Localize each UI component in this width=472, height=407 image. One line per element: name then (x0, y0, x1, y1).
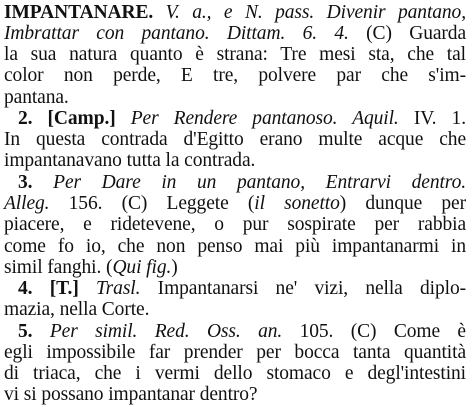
sense-label: Trasl. (78, 278, 141, 299)
gloss-text: Qui fig. (112, 257, 172, 278)
citation-text: (C) Guarda (348, 23, 467, 44)
sense-definition: Per Dare in un pantano, Entrarvi dentro. (32, 172, 466, 193)
quote-text: In questa contrada d'Egitto erano multe acque che (4, 129, 466, 150)
quote-text: impantanavano tutta la contrada. (4, 150, 256, 171)
quote-text: come fo io, che non penso mai più impantanarmi in (4, 236, 466, 257)
entry-line (4, 298, 466, 322)
quote-text: 156. (C) Leggete ( (49, 193, 255, 214)
definition-text: Imbrattar con pantano. Dittam. 6. 4. (4, 23, 349, 44)
quote-text: pantana. (4, 87, 69, 108)
sense-number: 5. (18, 321, 33, 342)
quote-text: di triaca, che i vermi dello stomaco e degl'intestini (4, 363, 466, 384)
sense-number: 4. [T.] (18, 278, 79, 299)
entry-line (4, 383, 466, 407)
grammar-label: V. a., e N. pass. Divenir pantano, (153, 2, 466, 23)
sense-definition: Per Rendere pantanoso. Aquil. (115, 108, 414, 129)
entry-line (4, 64, 466, 88)
gloss-text: il sonetto (254, 193, 340, 214)
quote-text: la sua natura quanto è strana: Tre mesi sta, che tal (4, 44, 466, 65)
source-abbrev: Alleg. (4, 193, 50, 214)
entry-line (4, 213, 466, 237)
sense-number: 3. (18, 172, 33, 193)
citation-ref: IV. 1. (413, 108, 466, 129)
headword: IMPANTANARE. (4, 2, 154, 23)
sense-definition: Impantanarsi ne' vizi, nella diplo- (140, 278, 466, 299)
citation-ref: 105. (C) Come è (282, 321, 466, 342)
quote-text: simil fanghi. ( (4, 257, 113, 278)
entry-line (4, 149, 466, 173)
quote-text: piacere, e ridetevene, o pur sospirate per rabbia (4, 214, 466, 235)
quote-text: mazia, nella Corte. (4, 299, 150, 320)
quote-text: ) dunque per (339, 193, 466, 214)
quote-text: color non perde, E tre, polvere par che s'im- (4, 65, 466, 86)
quote-text: egli impossibile far prender per bocca tanta quantità (4, 342, 466, 363)
sense-number: 2. [Camp.] (18, 108, 116, 129)
quote-text: ) (171, 257, 178, 278)
sense-definition: Per simil. Red. Oss. an. (32, 321, 283, 342)
quote-text: vi si possano impantanar dentro? (4, 384, 258, 405)
